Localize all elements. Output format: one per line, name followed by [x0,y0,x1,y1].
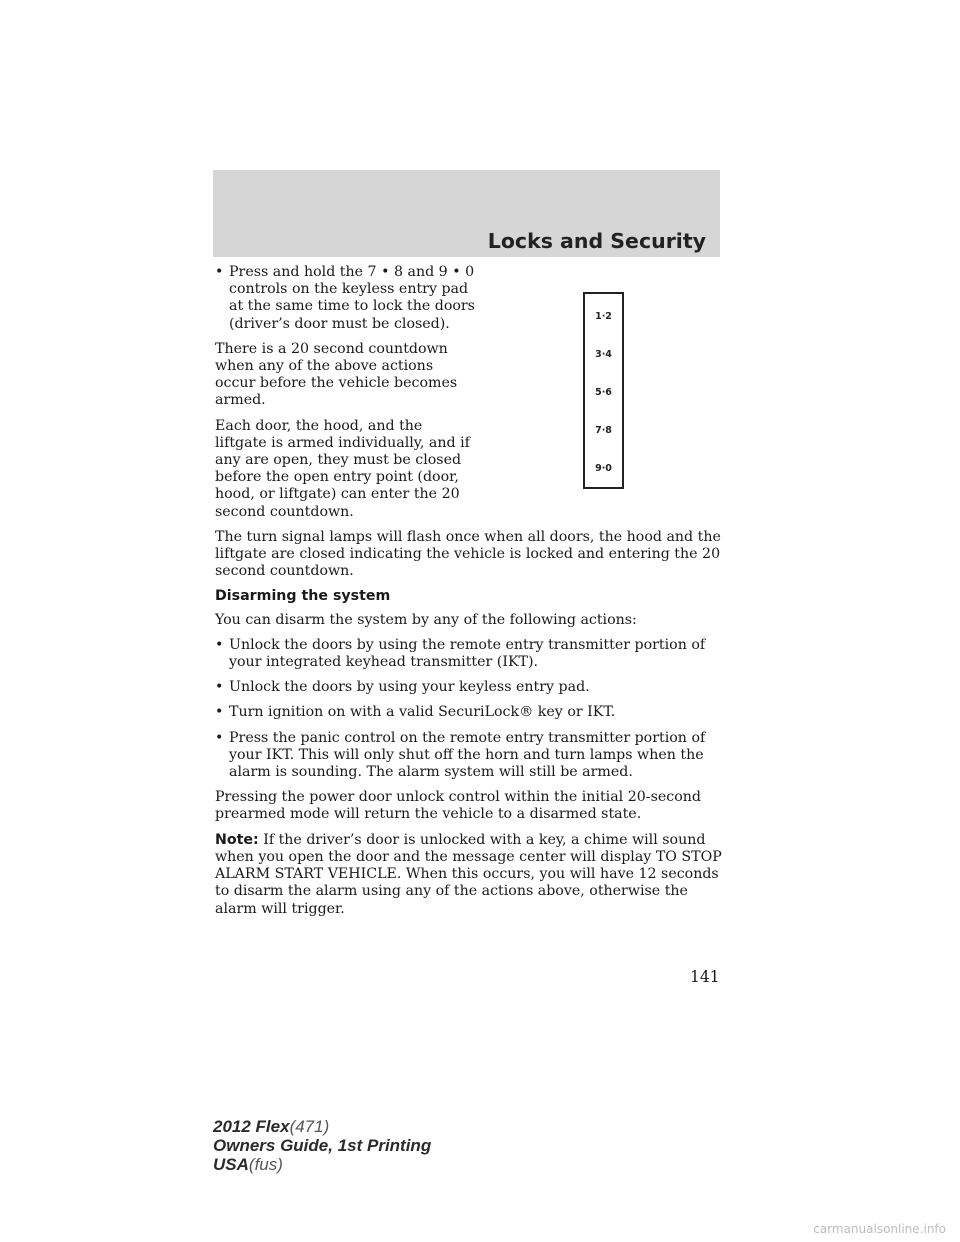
keypad-key-5-6: 5·6 [595,387,612,398]
note-label: Note: [215,831,259,848]
bullet-dot: • [215,679,224,696]
print-footer [213,1117,431,1174]
footer-model-code: (471) [289,1117,330,1136]
paragraph: Each door, the hood, and the liftgate is armed individually, and if any are open, they must be closed before the open entry point (door, hood, or liftgate) can enter the 20 second countdown. [215,417,470,520]
section-title: Locks and Security [487,229,706,253]
keypad-key-3-4: 3·4 [595,349,612,360]
page-content [215,264,725,926]
paragraph: Pressing the power door unlock control within the initial 20-second prearmed mode will return the vehicle to a disarmed state. [215,789,701,823]
keypad-key-7-8: 7·8 [595,425,612,436]
list-item: • Press the panic control on the remote entry transmitter portion of your IKT. This will only shut off the horn and turn lamps when the alarm is sounding. The alarm system will still be armed. [215,729,706,781]
footer-market: USA [213,1155,249,1174]
footer-market-code: (fus) [248,1155,283,1174]
bullet-dot: • [215,636,224,653]
footer-model: 2012 Flex [213,1117,290,1136]
note-text: If the driver’s door is unlocked with a key, a chime will sound when you open the door and the message center will display TO STOP ALARM START VEHICLE. When this occurs, you will have 12 seconds to disarm the alarm using any of the actions above, otherwise the alarm will trigger. [215,831,722,917]
footer-guide: Owners Guide, 1st Printing [213,1136,432,1155]
keypad-key-9-0: 9·0 [595,463,612,474]
paragraph: The turn signal lamps will flash once when all doors, the hood and the liftgate are closed indicating the vehicle is locked and entering the 20 second countdown. [215,528,721,580]
bullet-dot: • [215,264,224,280]
list-item: • Unlock the doors by using the remote entry transmitter portion of your integrated keyhead transmitter (IKT). [215,636,706,671]
bullet-dot: • [215,704,224,721]
page-number: 141 [690,968,720,986]
note-paragraph [215,832,725,918]
watermark: carmanualsonline.info [813,1222,946,1236]
list-item: • Unlock the doors by using your keyless entry pad. [215,679,590,696]
narrow-column [215,264,477,521]
section-heading: Disarming the system [215,588,391,605]
list-item: • Turn ignition on with a valid SecuriLock® key or IKT. [215,704,616,721]
section-header-band [213,170,720,257]
list-item: • Press and hold the 7 • 8 and 9 • 0 controls on the keyless entry pad at the same time to lock the doors (driver’s door must be closed). [215,264,475,332]
paragraph: You can disarm the system by any of the following actions: [215,611,637,628]
keypad-key-1-2: 1·2 [595,311,612,322]
bullet-dot: • [215,729,224,746]
paragraph: There is a 20 second countdown when any of the above actions occur before the vehicle becomes armed. [215,340,458,409]
